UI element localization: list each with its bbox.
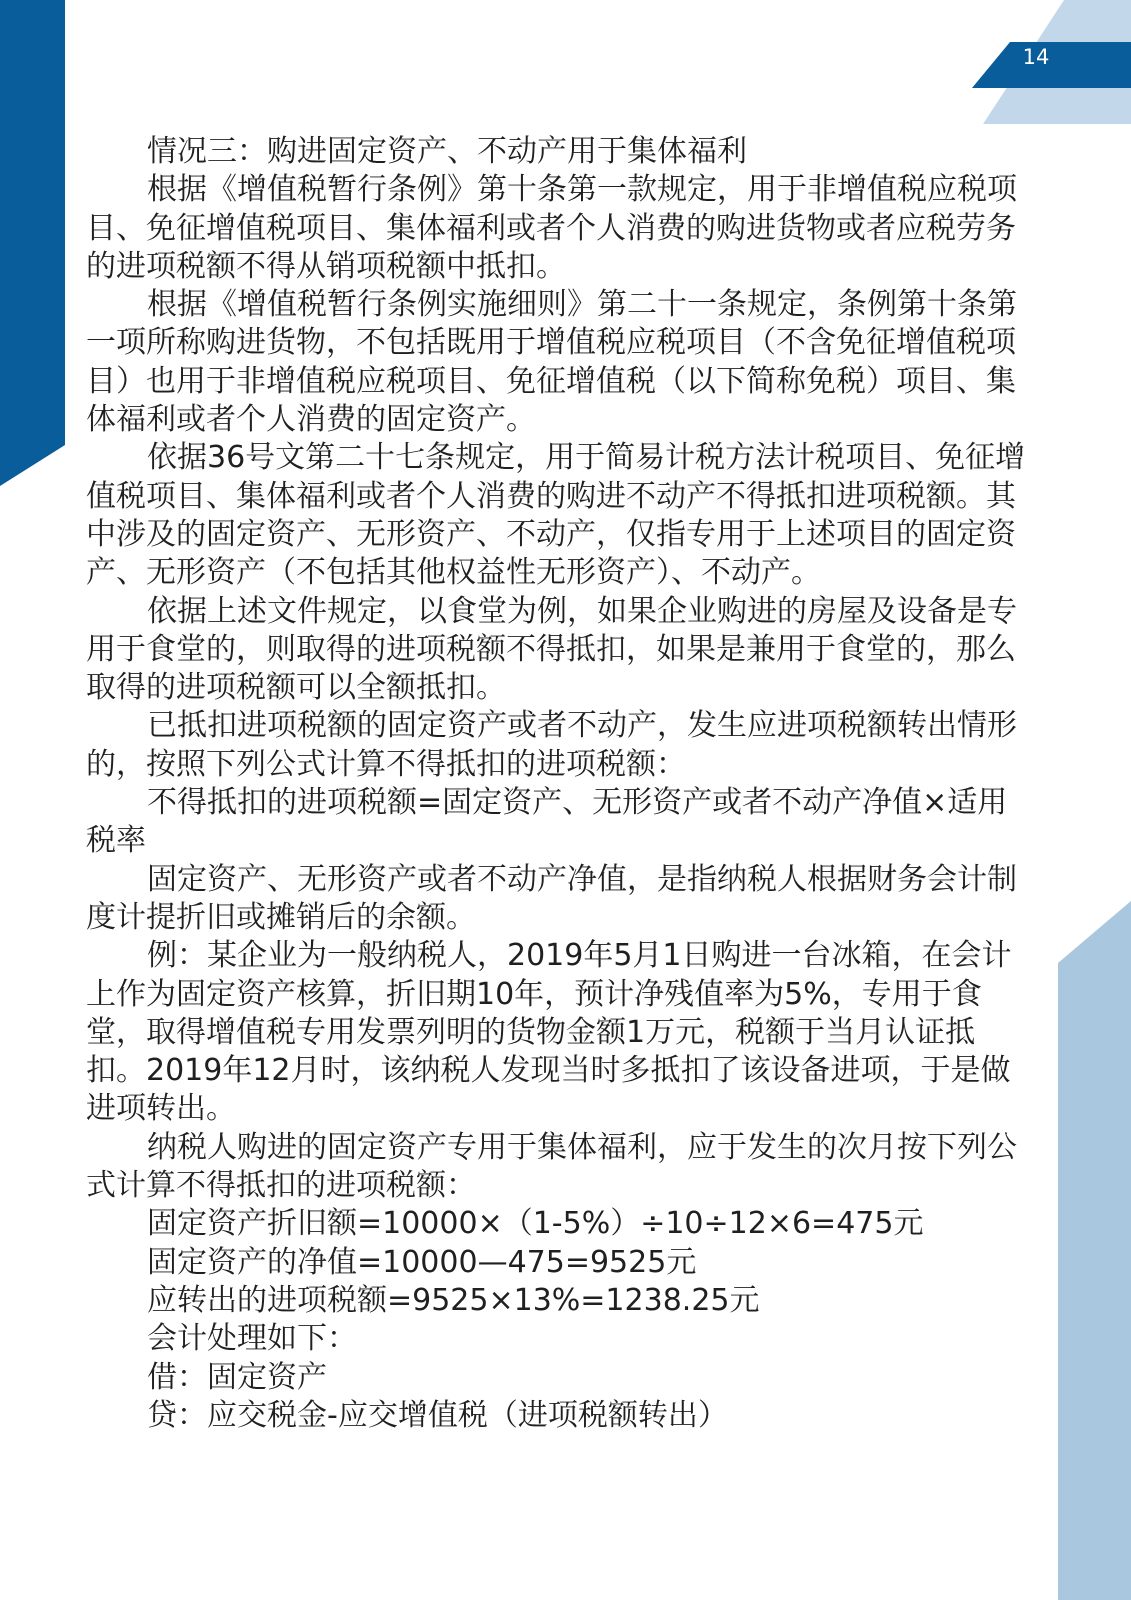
calculation-line: 应转出的进项税额=9525×13%=1238.25元 (147, 1282, 760, 1318)
document-body (86, 133, 1030, 1435)
calculation-line: 固定资产的净值=10000—475=9525元 (147, 1244, 697, 1280)
right-blue-band (1058, 901, 1131, 1600)
body-paragraph: 根据《增值税暂行条例》第十条第一款规定，用于非增值税应税项目、免征增值税项目、集体福利或者个人消费的购进货物或者应税劳务的进项税额不得从销项税额中抵扣。 (86, 172, 1017, 284)
body-paragraph: 纳税人购进的固定资产专用于集体福利，应于发生的次月按下列公式计算不得抵扣的进项税额： (86, 1129, 1017, 1204)
accounting-credit-entry: 贷：应交税金-应交增值税（进项税额转出） (147, 1397, 728, 1433)
accounting-heading: 会计处理如下： (147, 1321, 357, 1357)
accounting-debit-entry: 借：固定资产 (147, 1359, 327, 1395)
left-blue-band (0, 0, 65, 486)
calculation-line: 固定资产折旧额=10000×（1-5%）÷10÷12×6=475元 (147, 1206, 924, 1242)
body-paragraph: 已抵扣进项税额的固定资产或者不动产，发生应进项税额转出情形的，按照下列公式计算不得抵扣的进项税额： (86, 708, 1017, 782)
body-paragraph: 依据上述文件规定，以食堂为例，如果企业购进的房屋及设备是专用于食堂的，则取得的进项税额不得抵扣，如果是兼用于食堂的，那么取得的进项税额可以全额抵扣。 (86, 593, 1017, 706)
formula-paragraph: 不得抵扣的进项税额=固定资产、无形资产或者不动产净值×适用税率 (86, 785, 1008, 859)
body-paragraph: 固定资产、无形资产或者不动产净值，是指纳税人根据财务会计制度计提折旧或摊销后的余额。 (86, 861, 1017, 935)
body-paragraph: 根据《增值税暂行条例实施细则》第二十一条规定，条例第十条第一项所称购进货物，不包括既用于增值税应税项目（不含免征增值税项目）也用于非增值税应税项目、免征增值税（以下简称免税）项目、集体福利或者个人消费的固定资产。 (86, 287, 1017, 438)
page-number: 14 (1022, 45, 1050, 69)
example-paragraph: 例：某企业为一般纳税人，2019年5月1日购进一台冰箱，在会计上作为固定资产核算，折旧期10年，预计净残值率为5%，专用于食堂，取得增值税专用发票列明的货物金额1万元，税额于当月认证抵扣。2019年12月时，该纳税人发现当时多抵扣了该设备进项，于是做进项转出。 (86, 938, 1012, 1127)
body-paragraph: 依据36号文第二十七条规定，用于简易计税方法计税项目、免征增值税项目、集体福利或者个人消费的购进不动产不得抵扣进项税额。其中涉及的固定资产、无形资产、不动产，仅指专用于上述项目的固定资产、无形资产（不包括其他权益性无形资产）、不动产。 (86, 440, 1026, 591)
section-heading: 情况三：购进固定资产、不动产用于集体福利 (147, 134, 747, 169)
